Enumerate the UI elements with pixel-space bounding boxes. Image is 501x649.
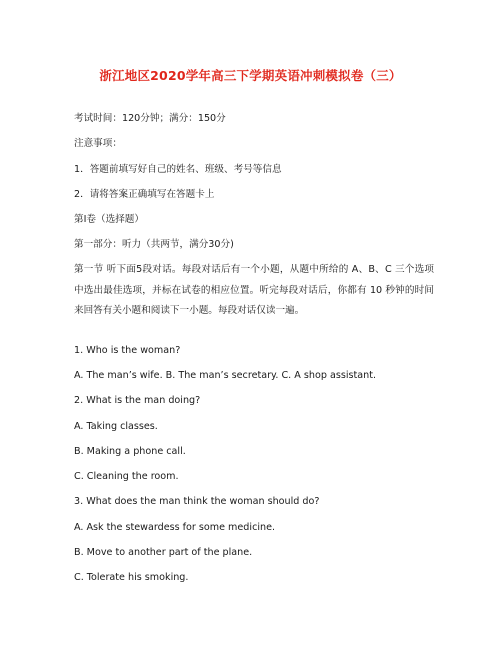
question-2-option-b: B. Making a phone call. [74, 446, 186, 457]
question-2-option-c: C. Cleaning the room. [74, 471, 179, 482]
note-item-2: 2．请将答案正确填写在答题卡上 [74, 189, 215, 200]
question-3-option-b: B. Move to another part of the plane. [74, 547, 253, 558]
question-3-option-a: A. Ask the stewardess for some medicine. [74, 522, 276, 533]
listening-heading: 第一部分：听力（共两节，满分30分) [74, 239, 234, 250]
note-item-1: 1．答题前填写好自己的姓名、班级、考号等信息 [74, 164, 282, 175]
question-1-options: A. The man’s wife. B. The man’s secretary. C. A shop assistant. [74, 370, 377, 381]
question-1: 1. Who is the woman? [74, 345, 181, 356]
section-intro-paragraph: 第一节 听下面5段对话。每段对话后有一个小题，从题中所给的 A、B、C 三个选项中选出最佳选项，并标在试卷的相应位置。听完每段对话后，你都有 10 秒钟的时间来回答有关小题和阅读下一小题。每段对话仅读一遍。 [74, 264, 434, 316]
question-3: 3. What does the man think the woman should do? [74, 496, 320, 507]
document-title: 浙江地区2020学年高三下学期英语冲刺模拟卷（三） [99, 68, 402, 83]
exam-time-line: 考试时间：120分钟；满分：150分 [74, 113, 226, 124]
part-one-heading: 第I卷（选择题） [74, 214, 144, 225]
question-2-option-a: A. Taking classes. [74, 421, 158, 432]
notes-heading: 注意事项： [74, 138, 122, 149]
question-2: 2. What is the man doing? [74, 395, 201, 406]
question-3-option-c: C. Tolerate his smoking. [74, 572, 189, 583]
